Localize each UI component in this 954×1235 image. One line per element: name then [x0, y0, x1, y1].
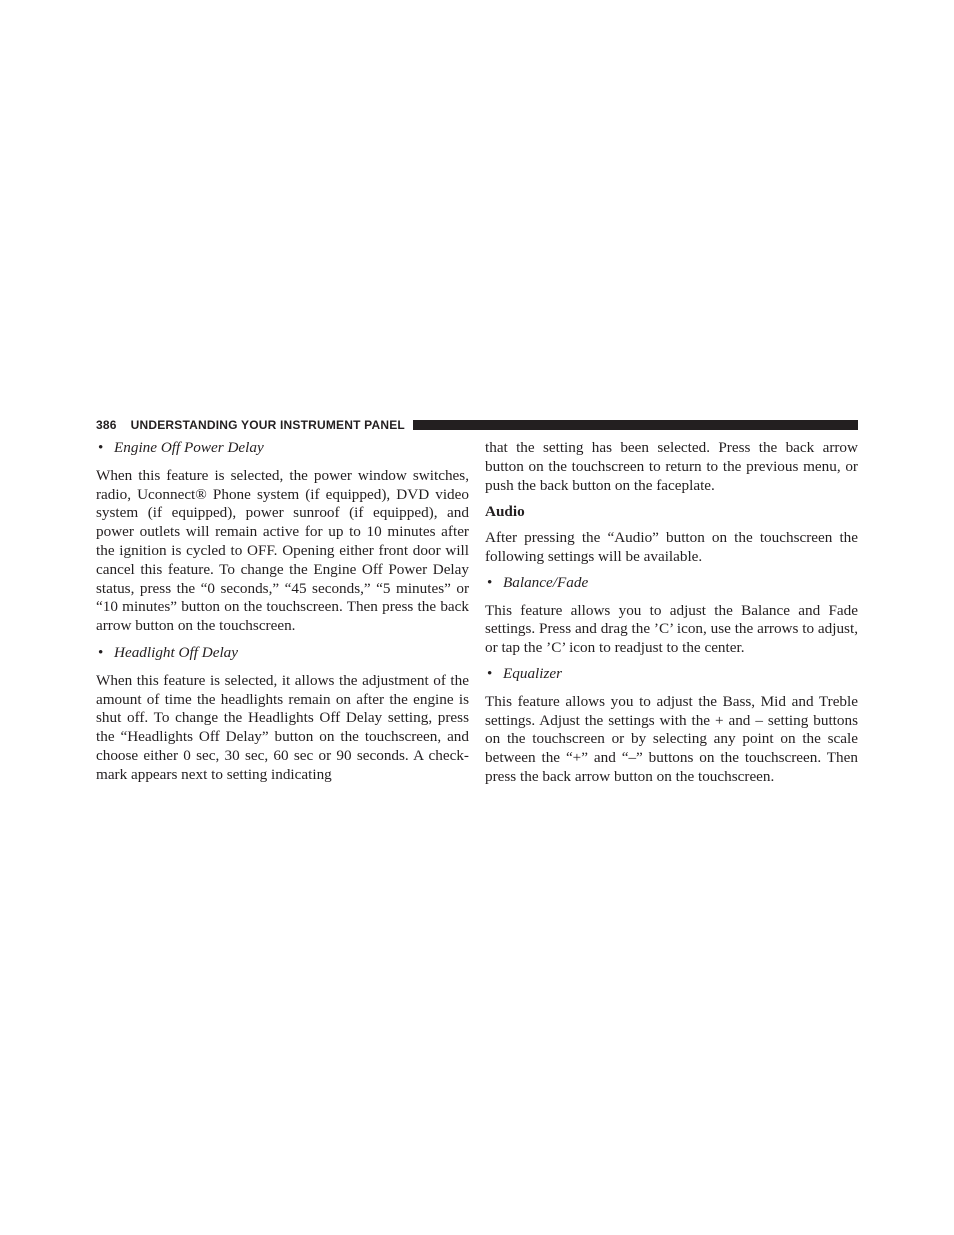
heading-audio: Audio [485, 503, 525, 521]
page-number: 386 [96, 418, 117, 432]
paragraph-balance-fade: This feature allows you to adjust the Balance and Fade settings. Press and drag the ’C’ icon, use the arrows to adjust, or tap the ’C’ icon to readjust to the center. [485, 601, 858, 657]
bullet-label: Balance/Fade [503, 573, 589, 591]
bullet-dot: • [98, 643, 104, 661]
bullet-dot: • [98, 439, 104, 456]
paragraph-audio: After pressing the “Audio” button on the touchscreen the following settings will be available. [485, 529, 858, 565]
header-rule [413, 420, 858, 430]
page-header [96, 416, 858, 434]
paragraph-headlight-off-delay: When this feature is selected, it allows the adjustment of the amount of time the headlights remain on after the engine is shut off. To change the Headlights Off Delay setting, press the “Headlights Off Delay” button on the touchscreen, and choose either 0 sec, 30 sec, 60 sec or 90 seconds. A check-mark appears next to setting indicating [96, 671, 469, 783]
section-title: UNDERSTANDING YOUR INSTRUMENT PANEL [130, 418, 405, 432]
bullet-equalizer [485, 665, 858, 684]
paragraph-continued: that the setting has been selected. Press the back arrow button on the touchscreen to return to the previous menu, or push the back button on the faceplate. [485, 439, 858, 494]
bullet-label: Equalizer [503, 664, 563, 682]
bullet-dot: • [487, 664, 493, 682]
bullet-dot: • [487, 573, 493, 591]
bullet-label: Headlight Off Delay [114, 643, 239, 661]
paragraph-engine-off-power-delay: When this feature is selected, the power window switches, radio, Uconnect® Phone system (if equipped), DVD video system (if equipped), power sunroof (if equipped), and power outlets will remain active for up to 10 minutes after the ignition is cycled to OFF. Opening either front door will cancel this feature. To change the Engine Off Power Delay status, press the “0 seconds,” “45 seconds,” “5 minutes” or “10 minutes” button on the touchscreen. Then press the back arrow button on the touchscreen. [96, 466, 469, 635]
paragraph-equalizer: This feature allows you to adjust the Bass, Mid and Treble settings. Adjust the settings with the + and – setting buttons on the touchscreen or by selecting any point on the scale between the “+” and “–” buttons on the touchscreen. Then press the back arrow button on the touchscreen. [485, 692, 858, 785]
bullet-engine-off-power-delay [96, 439, 469, 458]
left-column [96, 437, 469, 785]
bullet-headlight-off-delay [96, 644, 469, 663]
right-column [485, 437, 858, 787]
bullet-balance-fade [485, 574, 858, 593]
bullet-label: Engine Off Power Delay [114, 439, 264, 456]
